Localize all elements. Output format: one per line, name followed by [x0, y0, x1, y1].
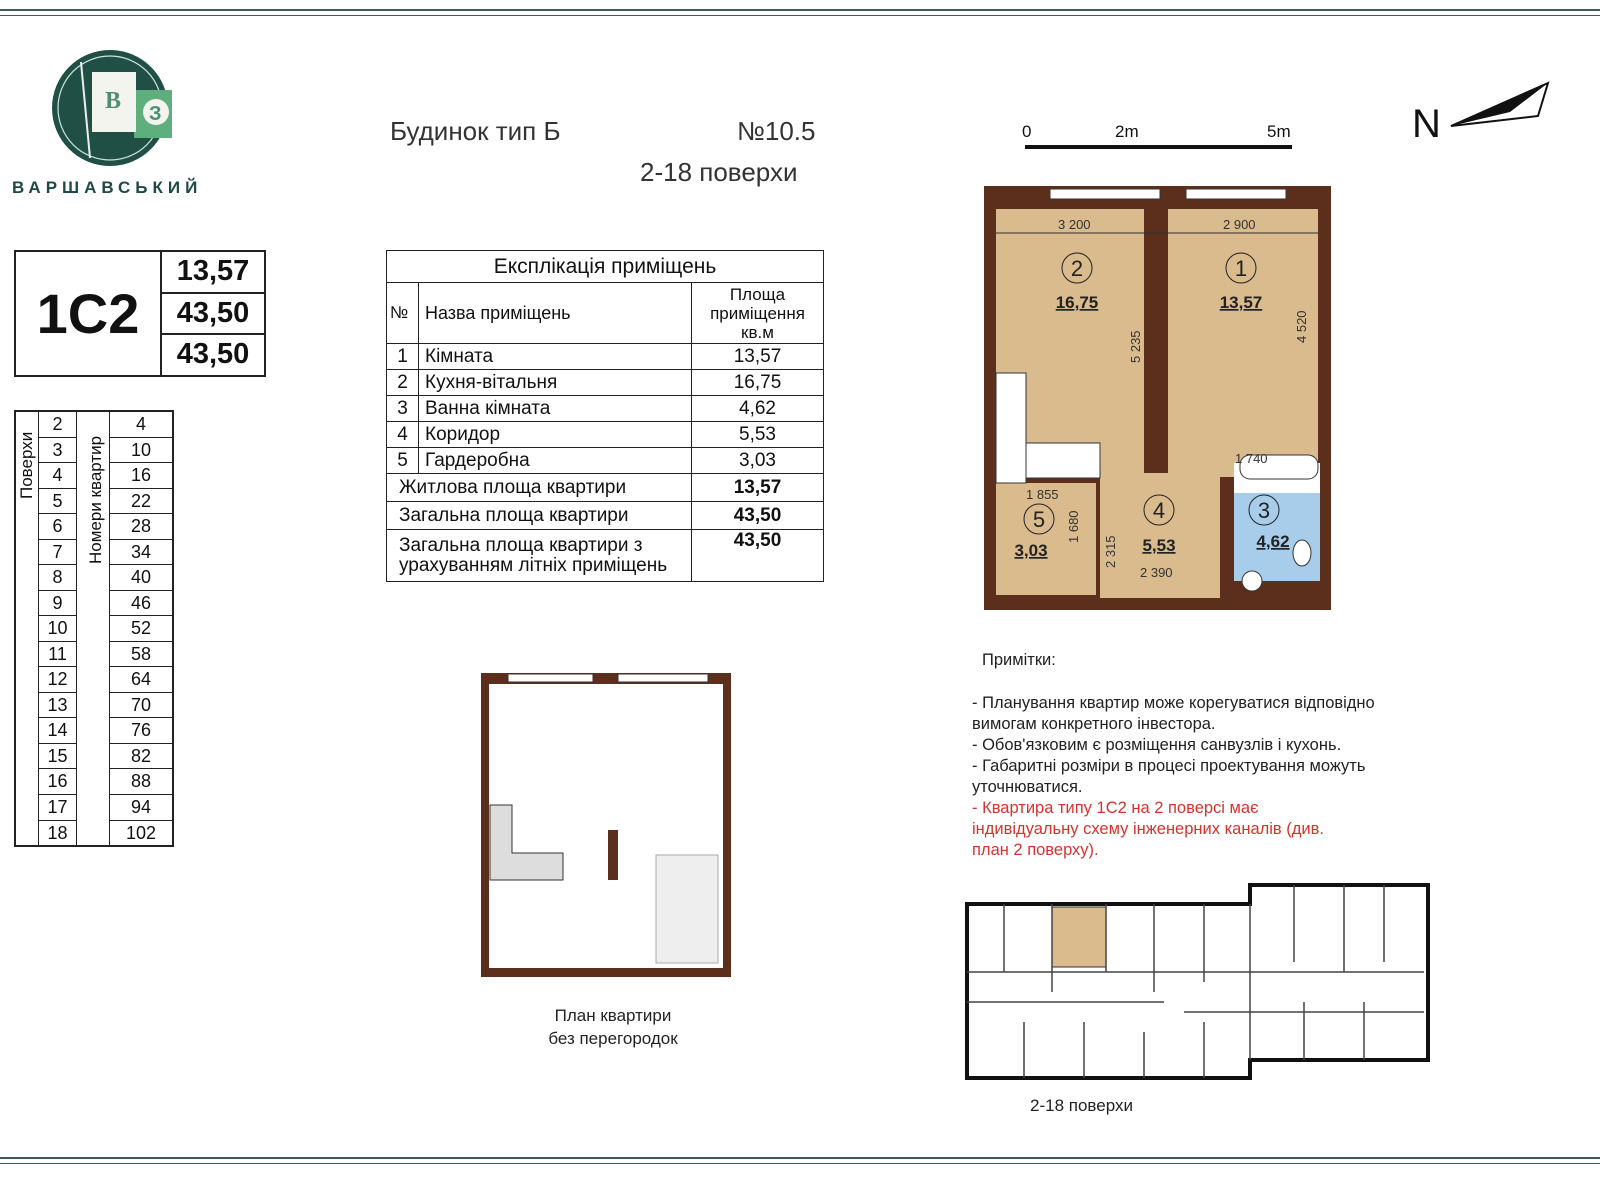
brand-logo [48, 48, 178, 170]
floor-number: 2 [39, 412, 76, 438]
floor-number: 16 [39, 769, 76, 795]
floor-number: 17 [39, 795, 76, 821]
summary-row [387, 530, 824, 582]
room-no: 1 [387, 344, 419, 370]
building-plan-caption: 2-18 поверхи [1030, 1096, 1133, 1115]
apartments-label: Номери квартир [86, 435, 105, 565]
floor-number: 11 [39, 642, 76, 668]
dim-w4: 2 390 [1140, 565, 1173, 580]
room-4-number: 4 [1152, 498, 1166, 523]
building-number: №10.5 [737, 116, 816, 146]
apartment-number: 102 [125, 822, 157, 843]
room-5-area: 3,03 [1014, 541, 1048, 560]
apartment-number: 40 [110, 565, 172, 591]
notes [972, 650, 1442, 861]
room-no: 2 [387, 370, 419, 396]
summary-label: Житлова площа квартири [387, 474, 692, 502]
floor-number: 6 [39, 514, 76, 540]
scale-label-0: 0 [1022, 122, 1032, 141]
dim-w5: 1 855 [1026, 487, 1059, 502]
room-1-area: 13,57 [1219, 293, 1263, 312]
building-type: Будинок тип Б [390, 116, 561, 146]
apartment-number: 16 [110, 463, 172, 489]
floor-number: 10 [39, 616, 76, 642]
note-1: - Планування квартир може корегуватися відповідно вимогам конкретного інвестора. [972, 694, 1375, 733]
note-highlight: - Квартира типу 1С2 на 2 поверсі має індивідуальну схему інженерних каналів (див. план 2 поверху). [972, 799, 1324, 859]
svg-text:З: З [149, 103, 162, 125]
explication-title: Експлікація приміщень [387, 251, 824, 283]
svg-text:В: В [105, 88, 122, 114]
room-area: 3,03 [692, 448, 824, 474]
apartment-number: 10 [110, 438, 172, 464]
room-area: 16,75 [692, 370, 824, 396]
room-2-number: 2 [1070, 256, 1084, 281]
room-no: 3 [387, 396, 419, 422]
col-no-header: № [387, 283, 419, 344]
apartment-number: 64 [110, 667, 172, 693]
apartment-number: 94 [110, 795, 172, 821]
room-row [387, 344, 824, 370]
apartment-number: 82 [110, 744, 172, 770]
open-plan-caption-1: План квартири [554, 1006, 672, 1025]
apartment-number: 28 [110, 514, 172, 540]
top-border-thin [0, 15, 1600, 16]
floor-number: 15 [39, 744, 76, 770]
note-3: - Габаритні розміри в процесі проектування можуть уточнюватися. [972, 757, 1366, 796]
summary-value: 43,50 [692, 530, 824, 582]
room-name: Ванна кімната [419, 396, 692, 422]
room-area: 4,62 [692, 396, 824, 422]
floor-number: 8 [39, 565, 76, 591]
room-name: Кімната [419, 344, 692, 370]
open-floor-plan [478, 670, 734, 990]
floors-column [39, 412, 76, 845]
room-5-number: 5 [1032, 507, 1046, 532]
room-name: Кухня-вітальня [419, 370, 692, 396]
explication-table [386, 250, 824, 582]
living-area-value: 13,57 [162, 252, 264, 294]
note-2: - Обов'язковим є розміщення санвузлів і кухонь. [972, 736, 1342, 754]
dim-h1: 4 520 [1294, 310, 1309, 343]
dim-h4: 2 315 [1103, 535, 1118, 568]
apartments-column [110, 412, 172, 845]
dim-w1: 2 900 [1223, 217, 1256, 232]
room-name: Гардеробна [419, 448, 692, 474]
apartment-number: 46 [110, 591, 172, 617]
dim-h2: 5 235 [1128, 330, 1143, 363]
apartment-number: 70 [110, 693, 172, 719]
apartment-number: 76 [110, 718, 172, 744]
room-4-area: 5,53 [1142, 536, 1176, 555]
apartment-number: 58 [110, 642, 172, 668]
floor-number: 14 [39, 718, 76, 744]
brand-name: ВАРШАВСЬКИЙ [12, 178, 203, 197]
total-area-summer-value: 43,50 [176, 338, 250, 371]
north-arrow-icon [1448, 80, 1554, 130]
room-row [387, 396, 824, 422]
room-name: Коридор [419, 422, 692, 448]
summary-label: Загальна площа квартири з урахуванням літніх приміщень [387, 530, 692, 582]
apartment-highlight [1052, 907, 1106, 967]
apartment-number: 52 [110, 616, 172, 642]
room-row [387, 370, 824, 396]
apartment-number: 34 [110, 540, 172, 566]
floor-number: 9 [39, 591, 76, 617]
scale-label-5m: 5m [1267, 122, 1291, 141]
room-no: 5 [387, 448, 419, 474]
floors-label: Поверхи [17, 431, 36, 499]
summary-row [387, 474, 824, 502]
apartment-type-box [14, 250, 266, 377]
dim-bath: 1 740 [1235, 451, 1268, 466]
col-area-header: Площа приміщення кв.м [692, 283, 824, 344]
top-border [0, 9, 1600, 11]
scale-label-2m: 2m [1115, 122, 1139, 141]
floor-number: 3 [39, 438, 76, 464]
col-name-header: Назва приміщень [419, 283, 692, 344]
bottom-border [0, 1157, 1600, 1159]
room-3-area: 4,62 [1256, 532, 1290, 551]
floor-number: 12 [39, 667, 76, 693]
room-row [387, 422, 824, 448]
room-2-area: 16,75 [1055, 293, 1099, 312]
room-area: 13,57 [692, 344, 824, 370]
north-label: N [1412, 102, 1441, 146]
room-area: 5,53 [692, 422, 824, 448]
room-3-number: 3 [1257, 498, 1271, 523]
room-row [387, 448, 824, 474]
room-1-number: 1 [1234, 256, 1248, 281]
open-plan-caption-2: без перегородок [548, 1029, 678, 1048]
building-floor-plan [964, 882, 1434, 1084]
floor-number: 13 [39, 693, 76, 719]
room-no: 4 [387, 422, 419, 448]
floor-number: 18 [47, 822, 68, 843]
summary-value: 13,57 [692, 474, 824, 502]
apartment-code: 1С2 [16, 252, 162, 375]
floors-range: 2-18 поверхи [640, 157, 798, 187]
floor-number: 5 [39, 489, 76, 515]
floors-table [14, 410, 174, 847]
scale-bar [1025, 145, 1292, 149]
apartment-number: 88 [110, 769, 172, 795]
total-area-value: 43,50 [162, 294, 264, 336]
floor-number: 4 [39, 463, 76, 489]
floor-number: 7 [39, 540, 76, 566]
notes-title: Примітки: [982, 651, 1056, 669]
summary-value: 43,50 [692, 502, 824, 530]
apartment-number: 22 [110, 489, 172, 515]
summary-label: Загальна площа квартири [387, 502, 692, 530]
summary-row [387, 502, 824, 530]
bottom-border-thin [0, 1163, 1600, 1164]
apartment-number: 4 [110, 412, 172, 438]
dim-w2: 3 200 [1058, 217, 1091, 232]
dim-h5: 1 680 [1066, 510, 1081, 543]
apartment-floor-plan [980, 183, 1336, 633]
